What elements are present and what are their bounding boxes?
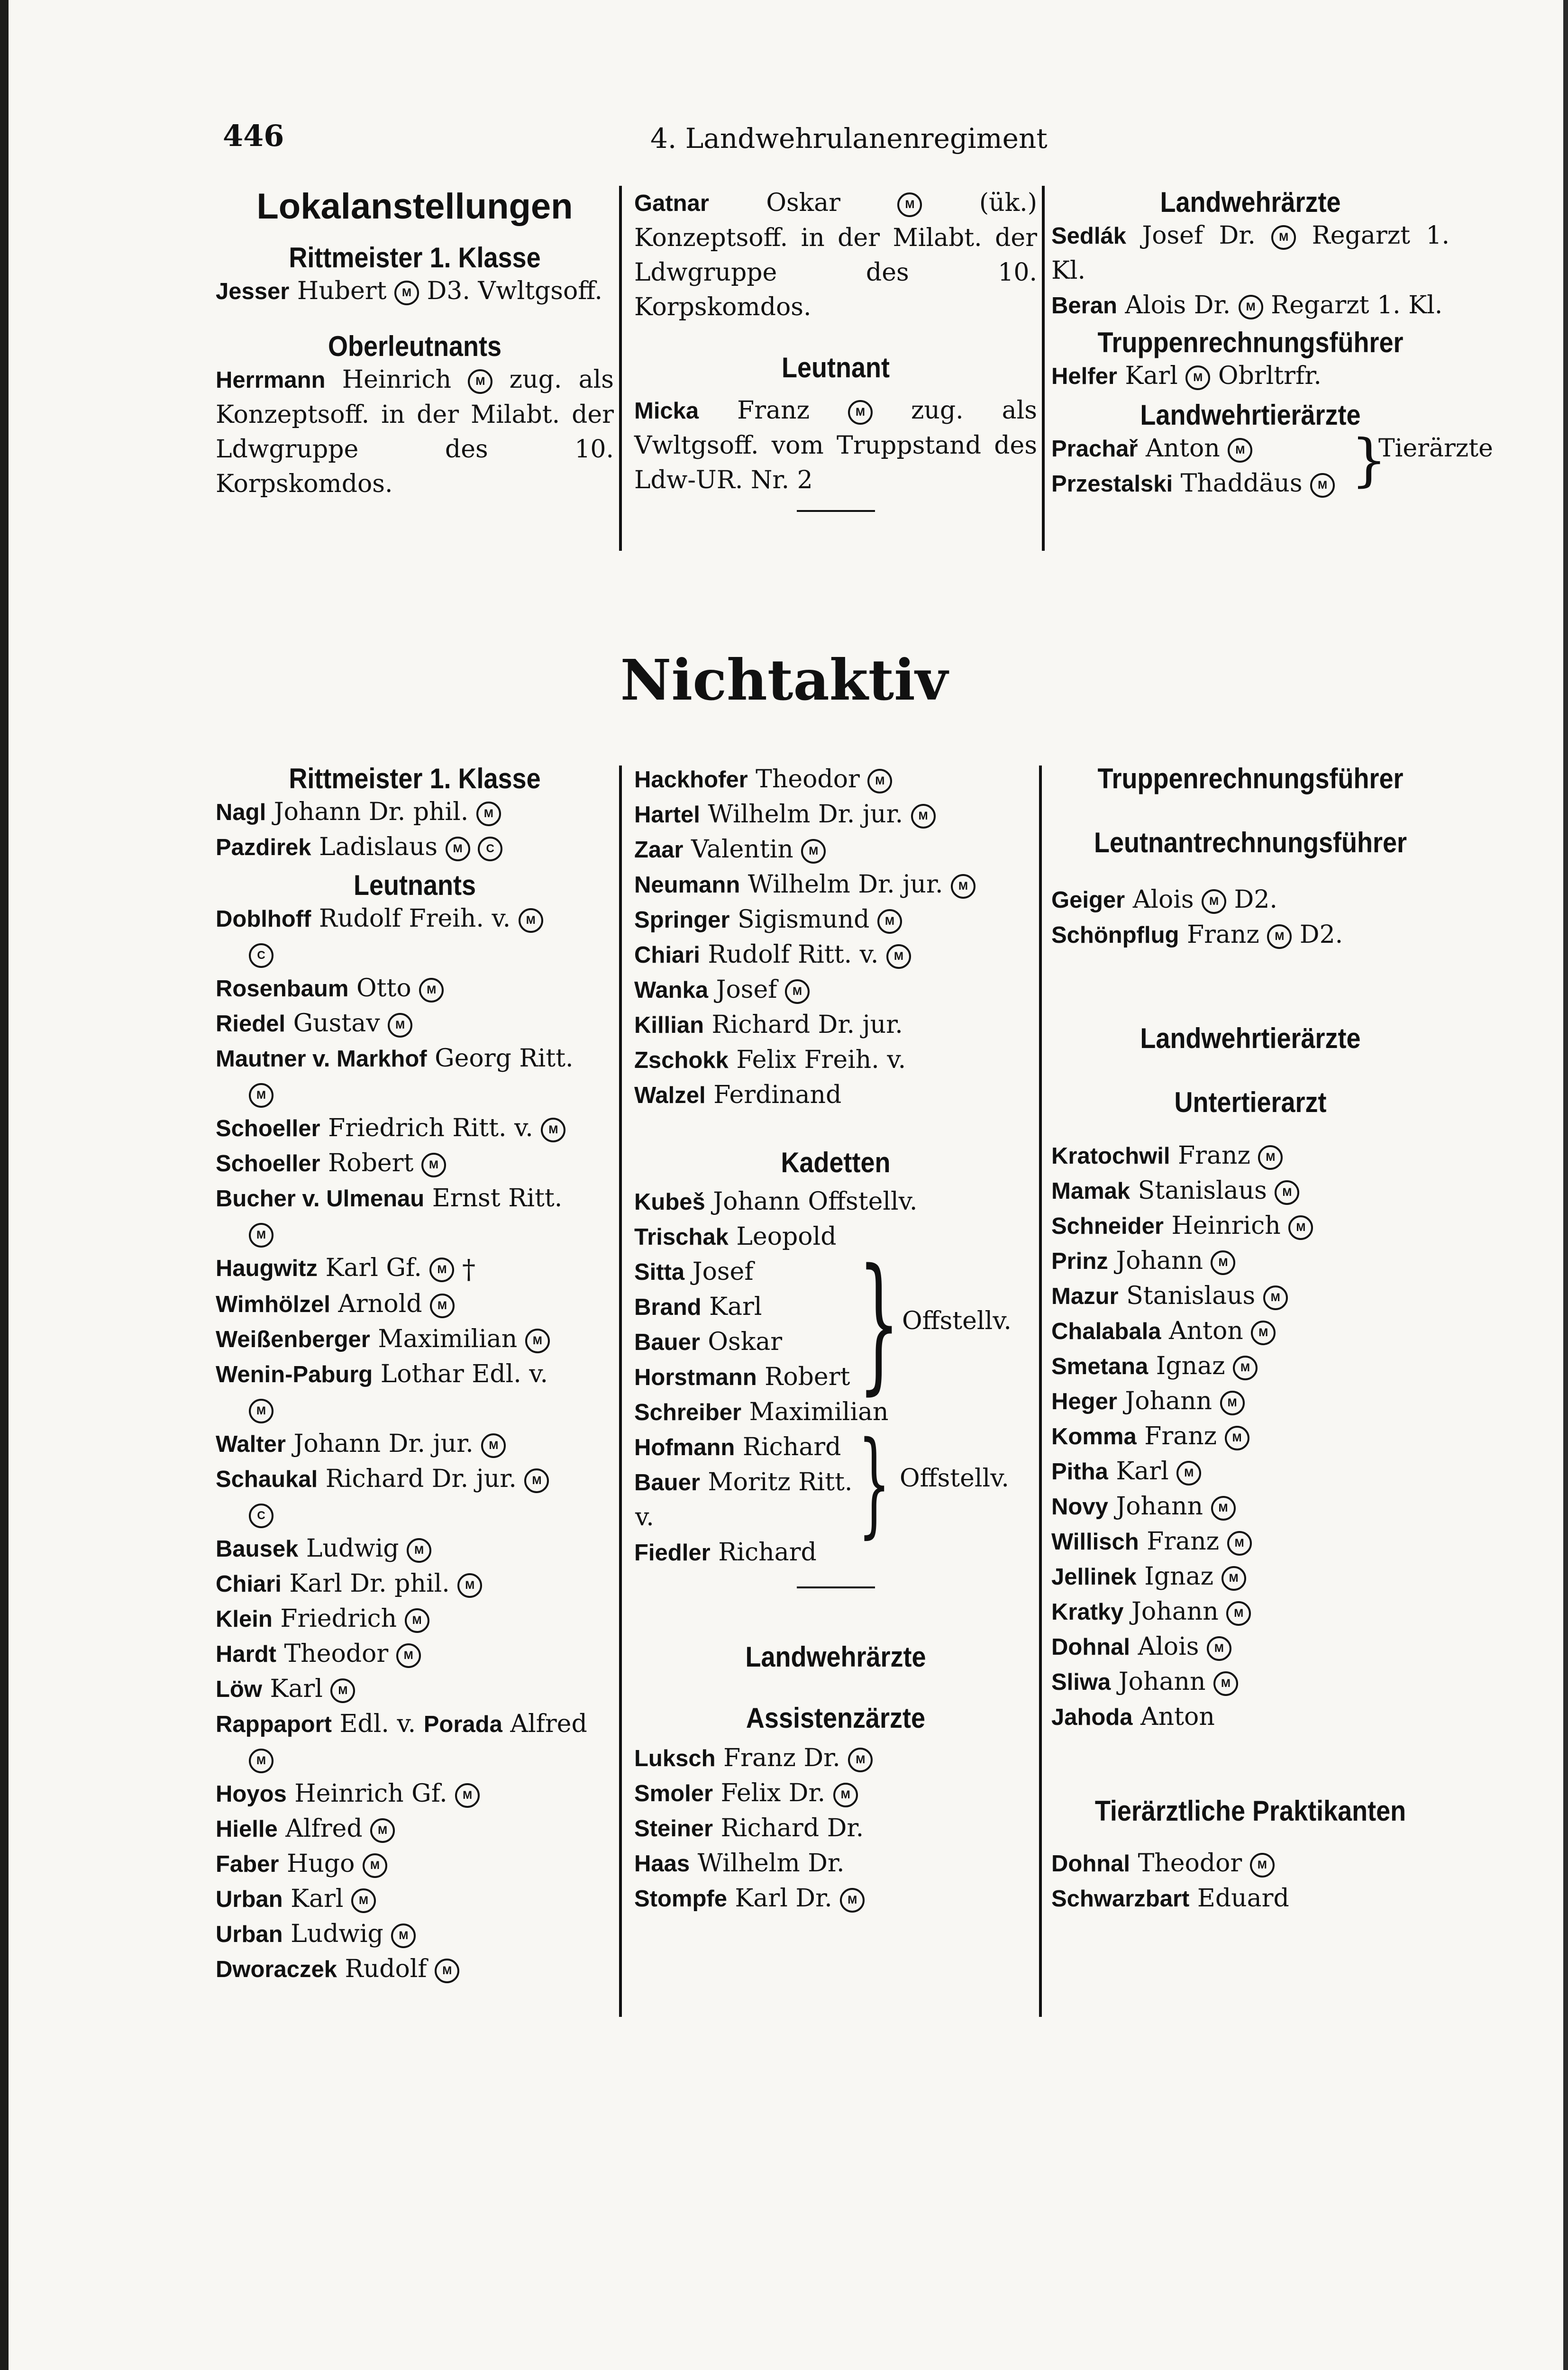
m-symbol-icon: M xyxy=(249,1083,273,1108)
m-symbol-icon: M xyxy=(249,1749,273,1773)
m-symbol-icon: M xyxy=(391,1923,416,1948)
m-symbol-icon: M xyxy=(396,1643,421,1668)
list-item: Sliwa Johann M xyxy=(1051,1665,1449,1700)
list-item: Chalabala Anton M xyxy=(1051,1314,1449,1349)
offstellv-label: Offstellv. xyxy=(900,1464,1009,1493)
list-item: Smoler Felix Dr. M xyxy=(634,1776,1037,1811)
m-symbol-icon: M xyxy=(430,1294,455,1318)
section-divider xyxy=(797,1586,875,1588)
list-item: Schneider Heinrich M xyxy=(1051,1209,1449,1244)
m-symbol-icon: M xyxy=(951,874,975,899)
list-item: Gatnar Oskar M (ük.) Konzeptsoff. in der Milabt. der Ldwgruppe des 10. Korpskomdos. xyxy=(634,189,1037,321)
lokal-column-3 xyxy=(1051,186,1493,501)
m-symbol-icon: M xyxy=(525,1329,550,1353)
m-symbol-icon: M xyxy=(1275,1180,1299,1205)
list-item: Schaukal Richard Dr. jur. M xyxy=(216,1462,614,1497)
m-symbol-icon: M xyxy=(455,1783,480,1808)
list-item: Stompfe Karl Dr. M xyxy=(634,1881,1037,1916)
list-item: Killian Richard Dr. jur. xyxy=(634,1011,903,1039)
m-symbol-icon: M xyxy=(330,1678,355,1703)
list-item: Haas Wilhelm Dr. xyxy=(634,1849,845,1878)
lokal-rittmeister-heading: Rittmeister 1. Klasse xyxy=(289,242,541,273)
list-item: Horstmann Robert xyxy=(634,1363,850,1391)
list-item: Micka Franz M zug. als Vwltgsoff. vom Truppstand des Ldw-UR. Nr. 2 xyxy=(634,396,1037,494)
list-item-continuation xyxy=(216,1392,614,1427)
list-item: Geiger Alois M D2. xyxy=(1051,885,1277,914)
list-item: Schoeller Robert M xyxy=(216,1146,614,1181)
m-symbol-icon: M xyxy=(1226,1601,1251,1626)
praktikanten-heading: Tierärztliche Praktikanten xyxy=(1094,1795,1406,1827)
list-item: Walter Johann Dr. jur. M xyxy=(216,1427,614,1462)
list-item: Rappaport Edl. v. Porada Alfred xyxy=(216,1710,587,1738)
list-item: Fiedler Richard xyxy=(634,1538,817,1567)
leutnantrechnungsfuehrer-heading: Leutnantrechnungsführer xyxy=(1094,827,1407,858)
list-item: Urban Karl M xyxy=(216,1882,614,1917)
list-item-continuation: v. xyxy=(635,1503,654,1531)
m-symbol-icon: M xyxy=(541,1118,565,1142)
m-symbol-icon: M xyxy=(911,804,936,829)
m-symbol-icon: M xyxy=(1176,1461,1201,1486)
m-symbol-icon: M xyxy=(249,1223,273,1248)
list-item: Schönpflug Franz M D2. xyxy=(1051,921,1343,949)
list-item: Chiari Karl Dr. phil. M xyxy=(216,1567,614,1602)
list-item: Hartel Wilhelm Dr. jur. M xyxy=(634,797,1037,832)
list-item: Dworaczek Rudolf M xyxy=(216,1952,614,1987)
m-symbol-icon: M xyxy=(1233,1356,1258,1380)
leutnants-heading: Leutnants xyxy=(353,869,476,901)
list-item: Faber Hugo M xyxy=(216,1847,614,1882)
list-item: Löw Karl M xyxy=(216,1672,614,1707)
lokal-truppen-heading: Truppenrechnungsführer xyxy=(1097,327,1404,358)
m-symbol-icon: M xyxy=(435,1959,459,1983)
nichtaktiv-column-2 xyxy=(634,762,1037,1916)
list-item: Novy Johann M xyxy=(1051,1489,1449,1524)
column-divider xyxy=(1039,766,1042,2017)
list-item: Komma Franz M xyxy=(1051,1419,1449,1454)
m-symbol-icon: M xyxy=(877,909,902,934)
list-item: Hielle Alfred M xyxy=(216,1812,614,1847)
m-symbol-icon: M xyxy=(1213,1671,1238,1696)
m-symbol-icon: M xyxy=(1310,473,1335,498)
m-symbol-icon: M xyxy=(833,1783,858,1807)
list-item: Haugwitz Karl Gf. M † xyxy=(216,1254,475,1285)
lokal-column-2 xyxy=(634,186,1037,512)
landwehraerzte-heading: Landwehrärzte xyxy=(745,1641,926,1673)
offstellv-group-1 xyxy=(634,1238,1037,1409)
lokal-title: Lokalanstellungen xyxy=(256,186,573,227)
m-symbol-icon: M xyxy=(886,944,911,969)
m-symbol-icon: M xyxy=(867,769,892,793)
rittmeister-heading: Rittmeister 1. Klasse xyxy=(289,763,541,794)
m-symbol-icon: M xyxy=(446,837,470,861)
column-divider xyxy=(1042,186,1045,551)
m-symbol-icon: M xyxy=(524,1468,549,1493)
list-item: Nagl Johann Dr. phil. M xyxy=(216,795,614,830)
m-symbol-icon: M xyxy=(1271,225,1296,250)
m-symbol-icon: M xyxy=(1202,889,1226,914)
m-symbol-icon: M xyxy=(1239,295,1263,319)
list-item: Neumann Wilhelm Dr. jur. M xyxy=(634,867,1037,902)
list-item: Wenin-Paburg Lothar Edl. v. xyxy=(216,1360,548,1388)
lokal-leutnant-heading: Leutnant xyxy=(782,352,890,383)
tieraerzte-label: Tierärzte xyxy=(1378,434,1493,463)
m-symbol-icon: M xyxy=(407,1538,431,1563)
list-item: Prinz Johann M xyxy=(1051,1244,1449,1279)
list-item: Hackhofer Theodor M xyxy=(634,762,1037,797)
m-symbol-icon: M xyxy=(1220,1391,1245,1415)
untertierarzt-heading: Untertierarzt xyxy=(1174,1086,1327,1118)
list-item: Riedel Gustav M xyxy=(216,1006,614,1041)
page-number: 446 xyxy=(223,118,284,153)
list-item: Bausek Ludwig M xyxy=(216,1531,614,1567)
m-symbol-icon: M xyxy=(1251,1321,1276,1345)
list-item: Zschokk Felix Freih. v. xyxy=(634,1046,906,1074)
list-item-continuation xyxy=(216,937,614,971)
brace-icon: } xyxy=(858,1417,891,1550)
list-item: Kubeš Johann Offstellv. xyxy=(634,1187,918,1216)
list-item: Wimhölzel Arnold M xyxy=(216,1287,614,1322)
m-symbol-icon: M xyxy=(848,400,873,425)
m-symbol-icon: M xyxy=(801,839,826,864)
list-item: Rosenbaum Otto M xyxy=(216,971,614,1006)
m-symbol-icon: M xyxy=(481,1433,506,1458)
list-item: Jellinek Ignaz M xyxy=(1051,1559,1449,1595)
c-symbol-icon: C xyxy=(478,837,502,861)
running-title: 4. Landwehrulanenregiment xyxy=(650,122,1048,155)
list-item: Sedlák Josef Dr. M Regarzt 1. Kl. xyxy=(1051,221,1449,285)
nichtaktiv-column-1 xyxy=(216,762,614,1987)
section-divider xyxy=(797,510,875,512)
list-item: Springer Sigismund M xyxy=(634,902,1037,938)
m-symbol-icon: M xyxy=(1227,1531,1252,1556)
list-item: Weißenberger Maximilian M xyxy=(216,1322,614,1357)
list-item: Urban Ludwig M xyxy=(216,1917,614,1952)
m-symbol-icon: M xyxy=(419,978,444,1003)
list-item: Hofmann Richard xyxy=(634,1433,841,1461)
list-item: Heger Johann M xyxy=(1051,1384,1449,1419)
landwehrtieraerzte-heading: Landwehrtierärzte xyxy=(1140,1022,1361,1054)
m-symbol-icon: M xyxy=(249,1399,273,1423)
list-item: Smetana Ignaz M xyxy=(1051,1349,1449,1384)
list-item: Hoyos Heinrich Gf. M xyxy=(216,1777,614,1812)
list-item: Brand Karl xyxy=(634,1293,762,1321)
m-symbol-icon: M xyxy=(1263,1285,1288,1310)
dagger-icon: † xyxy=(462,1254,475,1285)
list-item: Chiari Rudolf Ritt. v. M xyxy=(634,938,1037,973)
list-item: Mautner v. Markhof Georg Ritt. xyxy=(216,1044,574,1073)
m-symbol-icon: M xyxy=(897,192,922,217)
m-symbol-icon: M xyxy=(421,1153,446,1177)
column-divider xyxy=(619,766,622,2017)
tieraerzte-group xyxy=(1051,428,1493,501)
offstellv-group-2 xyxy=(634,1417,1037,1550)
list-item: Bucher v. Ulmenau Ernst Ritt. xyxy=(216,1184,563,1212)
m-symbol-icon: M xyxy=(519,908,543,933)
lokal-column-1 xyxy=(216,186,614,501)
m-symbol-icon: M xyxy=(388,1013,412,1038)
m-symbol-icon: M xyxy=(1207,1636,1231,1661)
list-item: Mamak Stanislaus M xyxy=(1051,1174,1449,1209)
truppenrechnungsfuehrer-heading: Truppenrechnungsführer xyxy=(1097,763,1404,794)
m-symbol-icon: M xyxy=(351,1888,376,1913)
m-symbol-icon: M xyxy=(370,1818,395,1843)
m-symbol-icon: M xyxy=(1228,438,1252,463)
m-symbol-icon: M xyxy=(476,802,501,826)
list-item: Steiner Richard Dr. xyxy=(634,1814,864,1842)
m-symbol-icon: M xyxy=(405,1608,429,1633)
list-item: Przestalski Thaddäus M xyxy=(1051,466,1449,501)
nichtaktiv-title: Nichtaktiv xyxy=(620,647,948,713)
m-symbol-icon: M xyxy=(848,1748,873,1772)
lokal-tieraerzte-heading: Landwehrtierärzte xyxy=(1140,399,1361,431)
m-symbol-icon: M xyxy=(429,1258,454,1282)
column-divider xyxy=(619,186,622,551)
c-symbol-icon: C xyxy=(249,1504,273,1528)
list-item: Walzel Ferdinand xyxy=(634,1081,842,1109)
m-symbol-icon: M xyxy=(785,979,810,1004)
list-item: Dohnal Theodor M xyxy=(1051,1846,1449,1881)
lokal-aerzte-heading: Landwehrärzte xyxy=(1160,186,1341,218)
list-item-continuation xyxy=(216,1742,614,1777)
m-symbol-icon: M xyxy=(1288,1215,1313,1240)
list-item: Jesser Hubert M D3. Vwltgsoff. xyxy=(216,277,602,305)
list-item: Hardt Theodor M xyxy=(216,1637,614,1672)
list-item: Schreiber Maximilian xyxy=(634,1398,889,1426)
m-symbol-icon: M xyxy=(1222,1566,1246,1591)
m-symbol-icon: M xyxy=(840,1888,865,1913)
list-item: Mazur Stanislaus M xyxy=(1051,1279,1449,1314)
list-item-continuation xyxy=(216,1216,614,1251)
list-item: Luksch Franz Dr. M xyxy=(634,1741,1037,1776)
list-item: Beran Alois Dr. M Regarzt 1. Kl. xyxy=(1051,291,1443,319)
list-item: Kratochwil Franz M xyxy=(1051,1139,1449,1174)
kadetten-heading: Kadetten xyxy=(781,1147,891,1178)
list-item: Jahoda Anton xyxy=(1051,1703,1215,1731)
list-item: Bauer Moritz Ritt. xyxy=(634,1468,853,1496)
m-symbol-icon: M xyxy=(363,1853,387,1878)
offstellv-label: Offstellv. xyxy=(902,1307,1012,1335)
list-item: Pitha Karl M xyxy=(1051,1454,1449,1489)
list-item: Klein Friedrich M xyxy=(216,1602,614,1637)
m-symbol-icon: M xyxy=(457,1573,482,1598)
brace-icon: } xyxy=(1351,428,1387,493)
list-item: Willisch Franz M xyxy=(1051,1524,1449,1559)
assistenzaerzte-heading: Assistenzärzte xyxy=(746,1702,926,1734)
list-item: Kratky Johann M xyxy=(1051,1595,1449,1630)
list-item: Trischak Leopold xyxy=(634,1222,837,1251)
list-item: Helfer Karl M Obrltrfr. xyxy=(1051,362,1322,390)
list-item: Pazdirek Ladislaus M C xyxy=(216,830,614,865)
list-item: Wanka Josef M xyxy=(634,973,1037,1008)
list-item: Herrmann Heinrich M zug. als Konzeptsoff. in der Milabt. der Ldwgruppe des 10. Korpskomdos. xyxy=(216,365,614,498)
m-symbol-icon: M xyxy=(1185,365,1210,390)
list-item: Dohnal Alois M xyxy=(1051,1630,1449,1665)
lokal-oberleutnants-heading: Oberleutnants xyxy=(328,330,502,362)
m-symbol-icon: M xyxy=(1211,1250,1235,1275)
list-item: Prachař Anton M xyxy=(1051,431,1449,466)
m-symbol-icon: M xyxy=(1250,1853,1275,1878)
list-item: Schoeller Friedrich Ritt. v. M xyxy=(216,1111,614,1146)
m-symbol-icon: M xyxy=(1258,1145,1283,1170)
nichtaktiv-column-3 xyxy=(1051,762,1449,1916)
m-symbol-icon: M xyxy=(1225,1426,1249,1450)
list-item: Bauer Oskar xyxy=(634,1328,783,1356)
list-item: Sitta Josef xyxy=(634,1258,754,1286)
list-item: Schwarzbart Eduard xyxy=(1051,1884,1289,1913)
list-item-continuation xyxy=(216,1497,614,1531)
c-symbol-icon: C xyxy=(249,943,273,968)
list-item-continuation xyxy=(216,1076,614,1111)
m-symbol-icon: M xyxy=(1211,1496,1236,1521)
m-symbol-icon: M xyxy=(394,281,419,305)
m-symbol-icon: M xyxy=(468,369,492,394)
m-symbol-icon: M xyxy=(1267,924,1292,949)
list-item: Doblhoff Rudolf Freih. v. M xyxy=(216,902,614,937)
brace-icon: } xyxy=(858,1238,900,1409)
list-item: Zaar Valentin M xyxy=(634,832,1037,867)
